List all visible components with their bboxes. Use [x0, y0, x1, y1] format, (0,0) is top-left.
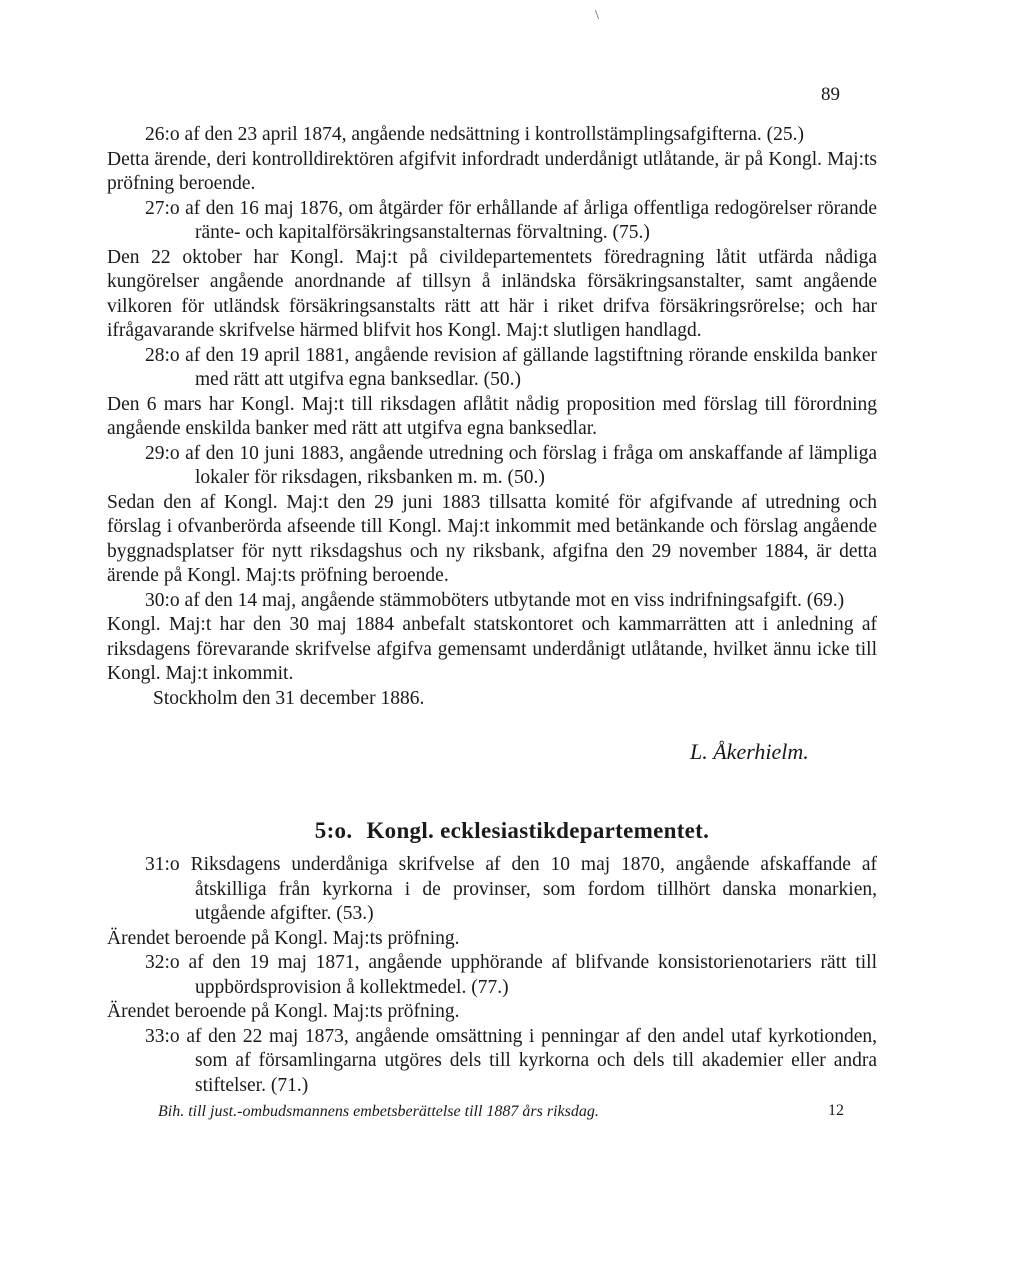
scan-mark: \ — [595, 8, 599, 23]
section-4-text — [107, 123, 877, 711]
place-date: Stockholm den 31 december 1886. — [153, 687, 425, 709]
footer-sheet-number: 12 — [828, 1102, 844, 1119]
section-5-title: Kongl. ecklesiastikdepartementet. — [366, 818, 710, 843]
section-5-text — [107, 853, 877, 1098]
item-33: 33:o af den 22 maj 1873, angående omsättning i penningar af den andel utaf kyrkotionden, som af församlingarna utgöres dels till kyrkorna och dels till akademier eller andra stiftelser. (71.) — [145, 1025, 877, 1096]
item-29: 29:o af den 10 juni 1883, angående utredning och förslag i fråga om anskaffande af lämpliga lokaler för riksdagen, riksbanken m. m. (50.) — [145, 442, 877, 488]
item-29-note: Sedan den af Kongl. Maj:t den 29 juni 1883 tillsatta komité för afgifvande af utredning och förslag i ofvanberörda afseende till Kongl. Maj:t inkommit med betänkande och förslag angående byggnadsplatser för nytt riksdagshus och ny riksbank, afgifna den 29 november 1884, är detta ärende på Kongl. Maj:ts pröfning beroende. — [107, 491, 877, 586]
item-31-note: Ärendet beroende på Kongl. Maj:ts pröfning. — [107, 927, 460, 949]
item-27: 27:o af den 16 maj 1876, om åtgärder för erhållande af årliga offentliga redogörelser rörande ränte- och kapitalförsäkringsanstalternas förvaltning. (75.) — [145, 197, 877, 243]
item-31: 31:o Riksdagens underdåniga skrifvelse af den 10 maj 1870, angående afskaffande af åtskilliga från kyrkorna i de provinser, som fordom tillhört danska monarkien, utgående afgifter. (53.) — [145, 854, 877, 924]
footer-citation: Bih. till just.-ombudsmannens embetsberättelse till 1887 års riksdag. — [158, 1103, 599, 1120]
item-28: 28:o af den 19 april 1881, angående revision af gällande lagstiftning rörande enskilda banker med rätt att utgifva egna banksedlar. (50.) — [145, 344, 877, 390]
item-27-note: Den 22 oktober har Kongl. Maj:t på civildepartementets föredragning låtit utfärda nådiga kungörelser angående anordnande af tillsyn å inländska försäkringsanstalter, samt angående vilkoren för utländsk försäkringsanstalts rätt att här i riket drifva försäkringsrörelse; och har ifrågavarande skrifvelse härmed blifvit hos Kongl. Maj:t slutligen handlagd. — [107, 246, 877, 341]
item-30: 30:o af den 14 maj, angående stämmoböters utbytande mot en viss indrifningsafgift. (69.) — [145, 589, 845, 611]
item-32: 32:o af den 19 maj 1871, angående upphörande af blifvande konsistorienotariers rätt till uppbördsprovision å kollektmedel. (77.) — [145, 952, 877, 998]
section-5-heading — [0, 818, 1024, 844]
item-30-note: Kongl. Maj:t har den 30 maj 1884 anbefalt statskontoret och kammarrätten att i anledning af riksdagens förevarande skrifvelse afgifva gemensamt underdånigt utlåtande, hvilket ännu icke till Kongl. Maj:t inkommit. — [107, 614, 877, 684]
item-26: 26:o af den 23 april 1874, angående nedsättning i kontrollstämplingsafgifterna. (25.) — [145, 124, 805, 145]
item-28-note: Den 6 mars har Kongl. Maj:t till riksdagen aflåtit nådig proposition med förslag till förordning angående enskilda banker med rätt att utgifva egna banksedlar. — [107, 393, 877, 439]
item-32-note: Ärendet beroende på Kongl. Maj:ts pröfning. — [107, 1001, 460, 1022]
page-number: 89 — [821, 84, 840, 105]
signature: L. Åkerhielm. — [690, 739, 809, 764]
section-5-number: 5:o. — [314, 818, 353, 843]
item-26-note: Detta ärende, deri kontrolldirektören afgifvit infordradt underdånigt utlåtande, är på Kongl. Maj:ts pröfning beroende. — [107, 148, 877, 194]
